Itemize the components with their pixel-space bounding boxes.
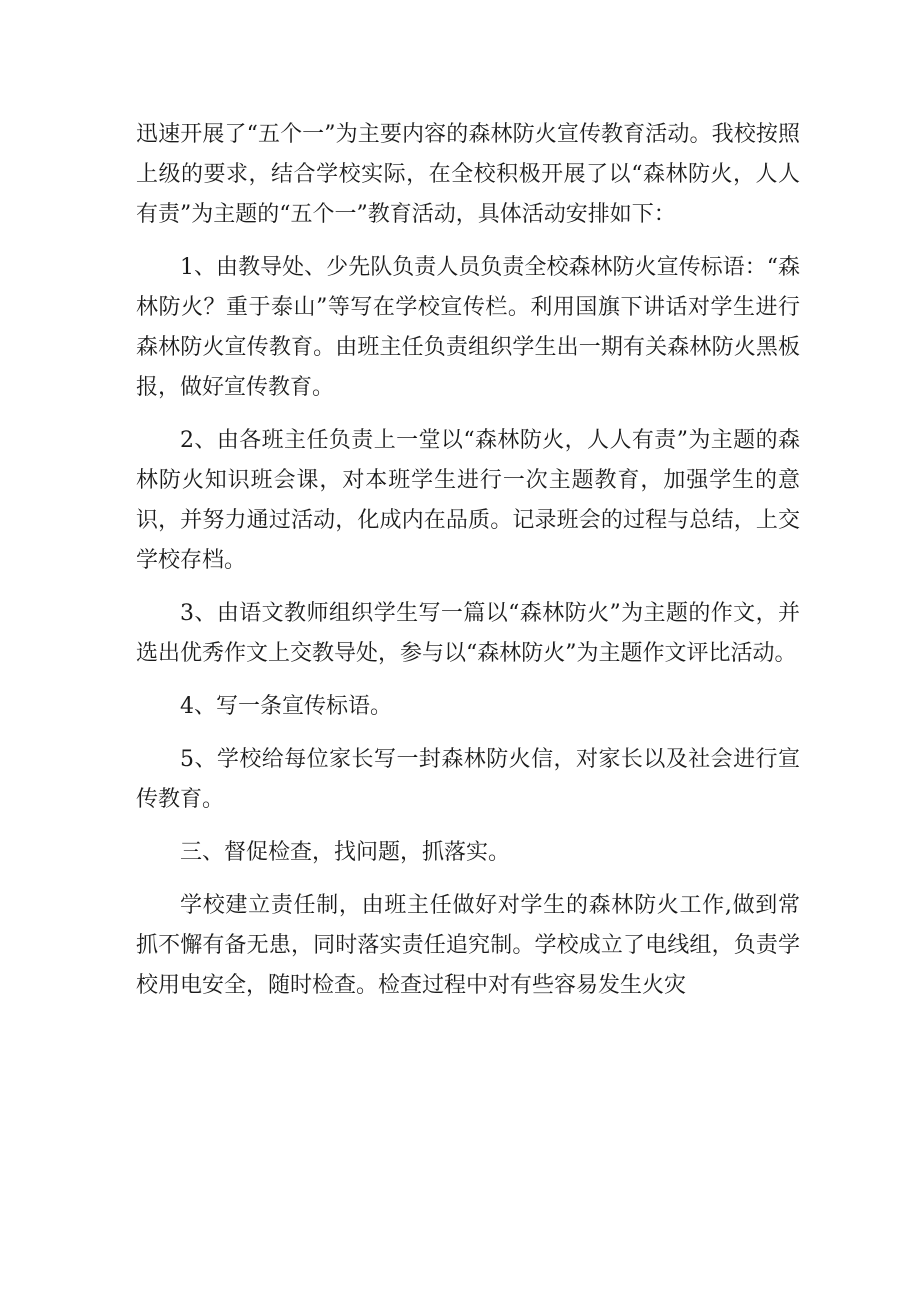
document-body	[136, 115, 800, 1019]
paragraph-item-4: 4、写一条宣传标语。	[180, 694, 392, 719]
paragraph-item-1: 1、由教导处、少先队负责人员负责全校森林防火宣传标语：“森林防火？重于泰山”等写在学校宣传栏。利用国旗下讲话对学生进行森林防火宣传教育。由班主任负责组织学生出一期有关森林防火黑板报，做好宣传教育。	[136, 255, 800, 400]
paragraph-item-5: 5、学校给每位家长写一封森林防火信，对家长以及社会进行宣传教育。	[136, 747, 800, 812]
paragraph-item-3: 3、由语文教师组织学生写一篇以“森林防火”为主题的作文，并选出优秀作文上交教导处，参与以“森林防火”为主题作文评比活动。	[136, 601, 800, 666]
paragraph-item-2: 2、由各班主任负责上一堂以“森林防火，人人有责”为主题的森林防火知识班会课，对本班学生进行一次主题教育，加强学生的意识，并努力通过活动，化成内在品质。记录班会的过程与总结，上交学校存档。	[136, 428, 800, 573]
paragraph-intro: 迅速开展了“五个一”为主要内容的森林防火宣传教育活动。我校按照上级的要求，结合学校实际，在全校积极开展了以“森林防火，人人有责”为主题的“五个一”教育活动，具体活动安排如下：	[136, 122, 800, 227]
paragraph-responsibility: 学校建立责任制，由班主任做好对学生的森林防火工作,做到常抓不懈有备无患，同时落实责任追究制。学校成立了电线组，负责学校用电安全，随时检查。检查过程中对有些容易发生火灾	[136, 893, 800, 998]
section-heading-3: 三、督促检查，找问题，抓落实。	[180, 840, 511, 865]
